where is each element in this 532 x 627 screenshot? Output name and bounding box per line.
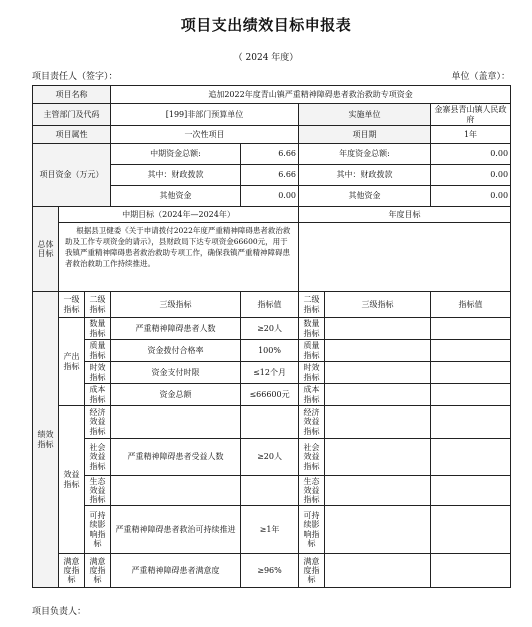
sustain-l3-b [325, 506, 431, 554]
qty-l3-b [325, 318, 431, 340]
cost-l3: 资金总额 [111, 384, 241, 406]
quality-l3: 资金拨付合格率 [111, 340, 241, 362]
row-attribute [33, 126, 511, 144]
sustain-l2-b: 可持续影响指标 [299, 506, 325, 554]
row-cost [33, 384, 511, 406]
mid-goal-label: 中期目标（2024年—2024年） [59, 207, 299, 223]
col-value: 指标值 [241, 292, 299, 318]
row-quality [33, 340, 511, 362]
time-value-b [431, 362, 511, 384]
period-value: 1年 [431, 126, 511, 144]
col-level3-b: 三级指标 [325, 292, 431, 318]
form-title: 项目支出绩效目标申报表 [180, 16, 352, 34]
attr-value: 一次性项目 [111, 126, 299, 144]
year-total-label: 年度资金总额: [299, 144, 431, 165]
row-sustain [33, 506, 511, 554]
social-value: ≥20人 [241, 439, 299, 476]
time-l3-b [325, 362, 431, 384]
econ-l3 [111, 406, 241, 439]
mid-total-value: 6.66 [241, 144, 299, 165]
eco-l3-b [325, 476, 431, 506]
social-l2-b: 社会效益指标 [299, 439, 325, 476]
row-time [33, 362, 511, 384]
mid-fiscal-value: 6.66 [241, 165, 299, 186]
social-l3: 严重精神障碍患者受益人数 [111, 439, 241, 476]
satisfaction-value-b [431, 554, 511, 588]
mid-fiscal-label: 其中：财政拨款 [111, 165, 241, 186]
quality-value: 100% [241, 340, 299, 362]
econ-value-b [431, 406, 511, 439]
satisfaction-l3-b [325, 554, 431, 588]
dept-label: 主管部门及代码 [33, 104, 111, 126]
cost-l3-b [325, 384, 431, 406]
quality-l3-b [325, 340, 431, 362]
funds-label: 项目资金（万元） [33, 144, 111, 207]
time-l2: 时效指标 [85, 362, 111, 384]
row-social [33, 439, 511, 476]
quality-l2: 质量指标 [85, 340, 111, 362]
sustain-l3: 严重精神障碍患者救治可持续推进 [111, 506, 241, 554]
satisfaction-l3: 严重精神障碍患者满意度 [111, 554, 241, 588]
time-l2-b: 时效指标 [299, 362, 325, 384]
eco-l2: 生态效益指标 [85, 476, 111, 506]
year-fiscal-value: 0.00 [431, 165, 511, 186]
econ-value [241, 406, 299, 439]
eco-l3 [111, 476, 241, 506]
year-total-value: 0.00 [431, 144, 511, 165]
cost-l2: 成本指标 [85, 384, 111, 406]
project-lead-label: 项目负责人： [32, 607, 87, 617]
row-funds-total [33, 144, 511, 165]
time-l3: 资金支付时限 [111, 362, 241, 384]
row-goals-text [33, 223, 511, 292]
impl-unit-value: 金寨县青山镇人民政府 [431, 104, 511, 126]
sustain-l2: 可持续影响指标 [85, 506, 111, 554]
row-qty [33, 318, 511, 340]
satisfaction-l2: 满意度指标 [85, 554, 111, 588]
overall-goal-label: 总体目标 [33, 207, 59, 292]
sustain-value: ≥1年 [241, 506, 299, 554]
social-l3-b [325, 439, 431, 476]
econ-l2: 经济效益指标 [85, 406, 111, 439]
qty-value: ≥20人 [241, 318, 299, 340]
sustain-value-b [431, 506, 511, 554]
year-other-value: 0.00 [431, 186, 511, 207]
qty-l2: 数量指标 [85, 318, 111, 340]
col-value-b: 指标值 [431, 292, 511, 318]
social-l2: 社会效益指标 [85, 439, 111, 476]
row-satisfaction [33, 554, 511, 588]
satisfaction-value: ≥96% [241, 554, 299, 588]
impl-unit-label: 实施单位 [299, 104, 431, 126]
mid-other-value: 0.00 [241, 186, 299, 207]
quality-value-b [431, 340, 511, 362]
col-level2-b: 二级指标 [299, 292, 325, 318]
col-level1: 一级指标 [59, 292, 85, 318]
mid-total-label: 中期资金总额: [111, 144, 241, 165]
eco-l2-b: 生态效益指标 [299, 476, 325, 506]
satisfaction-l2-b: 满意度指标 [299, 554, 325, 588]
qty-l2-b: 数量指标 [299, 318, 325, 340]
year-fiscal-label: 其中：财政拨款 [299, 165, 431, 186]
time-value: ≤12个月 [241, 362, 299, 384]
econ-l3-b [325, 406, 431, 439]
mid-other-label: 其他资金 [111, 186, 241, 207]
year-goal-label: 年度目标 [299, 207, 511, 223]
mid-goal-text: 根据县卫健委《关于申请拨付2022年度严重精神障碍患者救治救助及工作专项资金的请示》，县财政局下达专项资金66600元，用于我镇严重精神障碍患者救治救助专项工作，确保我镇严重精神障碍患者救治救助工作持续推进。 [59, 223, 299, 292]
col-level2: 二级指标 [85, 292, 111, 318]
qty-value-b [431, 318, 511, 340]
unit-stamp-label: 单位（盖章）： [451, 72, 510, 82]
perf-indicators-label: 绩效指标 [33, 292, 59, 588]
row-goals-header [33, 207, 511, 223]
quality-l2-b: 质量指标 [299, 340, 325, 362]
attr-label: 项目属性 [33, 126, 111, 144]
qty-l3: 严重精神障碍患者人数 [111, 318, 241, 340]
year-other-label: 其他资金 [299, 186, 431, 207]
social-value-b [431, 439, 511, 476]
row-eco [33, 476, 511, 506]
project-name-value: 追加2022年度青山镇严重精神障碍患者救治救助专项资金 [111, 86, 511, 104]
row-department [33, 104, 511, 126]
dept-value: [199]非部门预算单位 [111, 104, 299, 126]
cost-value: ≤66600元 [241, 384, 299, 406]
year-goal-text [299, 223, 511, 292]
satisfaction-indicator-label: 满意度指标 [59, 554, 85, 588]
row-econ [33, 406, 511, 439]
col-level3: 三级指标 [111, 292, 241, 318]
output-indicator-label: 产出指标 [59, 318, 85, 406]
year-line: （ 2024 年度） [233, 53, 299, 63]
row-project-name [33, 86, 511, 104]
performance-goal-table [32, 85, 511, 588]
benefit-indicator-label: 效益指标 [59, 406, 85, 554]
responsible-signature-label: 项目责任人（签字）： [32, 72, 118, 82]
period-label: 项目期 [299, 126, 431, 144]
project-name-label: 项目名称 [33, 86, 111, 104]
econ-l2-b: 经济效益指标 [299, 406, 325, 439]
cost-value-b [431, 384, 511, 406]
cost-l2-b: 成本指标 [299, 384, 325, 406]
eco-value-b [431, 476, 511, 506]
row-perf-header [33, 292, 511, 318]
eco-value [241, 476, 299, 506]
